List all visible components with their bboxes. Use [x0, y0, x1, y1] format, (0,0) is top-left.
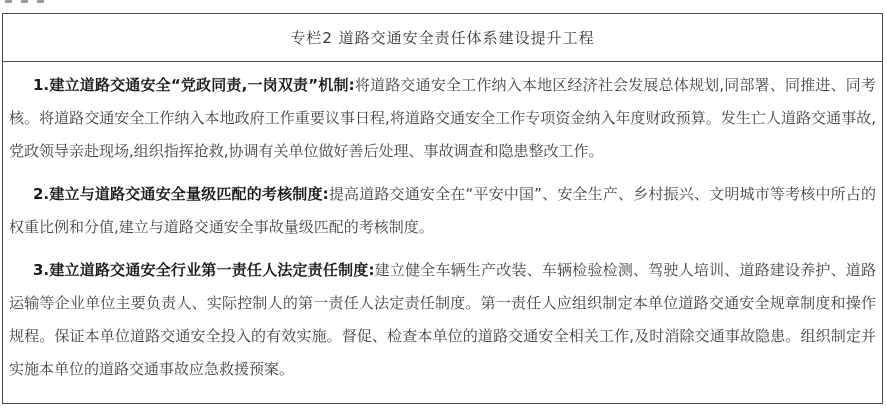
paragraph-3: [9, 254, 876, 386]
cropped-text-artifact: [5, 0, 44, 4]
paragraph-2: [9, 178, 876, 244]
paragraph-1: [9, 69, 876, 168]
artifact-mark: [5, 0, 12, 3]
panel-title: 专栏2 道路交通安全责任体系建设提升工程: [3, 14, 882, 62]
paragraph-3-heading: 3.建立道路交通安全行业第一责任人法定责任制度:: [33, 261, 375, 279]
feature-box: [2, 13, 883, 404]
panel-body: [3, 62, 882, 386]
paragraph-3-text: 建立健全车辆生产改装、车辆检验检测、驾驶人培训、道路建设养护、道路运输等企业单位主要负责人、实际控制人的第一责任人法定责任制度。第一责任人应组织制定本单位道路交通安全规章制度和操作规程。保证本单位道路交通安全投入的有效实施。督促、检查本单位的道路交通安全相关工作,及时消除交通事故隐患。组织制定并实施本单位的道路交通事故应急救援预案。: [9, 261, 876, 378]
paragraph-2-heading: 2.建立与道路交通安全量级匹配的考核制度:: [33, 185, 329, 203]
paragraph-2-text: 提高道路交通安全在“平安中国”、安全生产、乡村振兴、文明城市等考核中所占的权重比例和分值,建立与道路交通安全事故量级匹配的考核制度。: [9, 185, 877, 236]
paragraph-1-text: 将道路交通安全工作纳入本地区经济社会发展总体规划,同部署、同推进、同考核。将道路交通安全工作纳入本地政府工作重要议事日程,将道路交通安全工作专项资金纳入年度财政预算。发生亡人道路交通事故,党政领导亲赴现场,组织指挥抢救,协调有关单位做好善后处理、事故调查和隐患整改工作。: [9, 76, 876, 160]
artifact-mark: [21, 0, 28, 3]
artifact-mark: [37, 0, 44, 3]
paragraph-1-heading: 1.建立道路交通安全“党政同责,一岗双责”机制:: [33, 76, 355, 94]
